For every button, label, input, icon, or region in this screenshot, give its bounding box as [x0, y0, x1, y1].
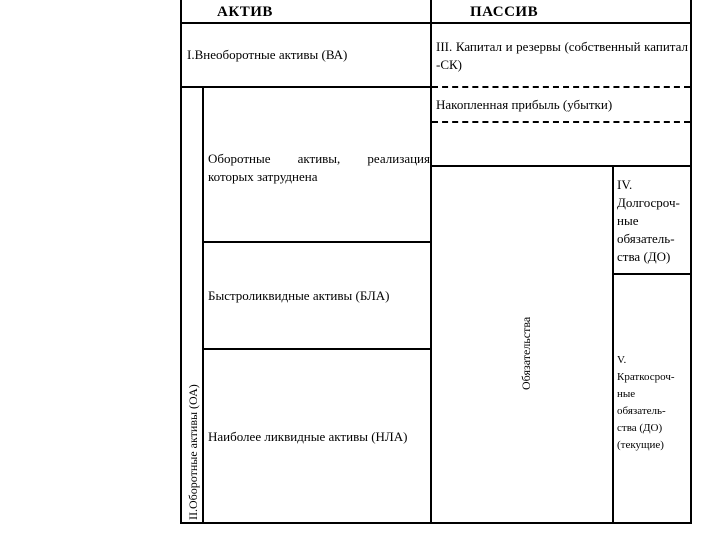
retained-earnings-label: Накопленная прибыль (убытки)	[436, 97, 613, 112]
long-term-line-1: IV.	[617, 177, 633, 192]
short-term-line-4: обязатель-	[617, 405, 666, 417]
hard-to-sell-label: Оборотные активы, реализация которых затруднена	[208, 151, 430, 184]
frame-bottom-line	[180, 522, 692, 524]
short-term-line-3: ные	[617, 388, 636, 400]
oa-vertical-label: II.Оборотные активы (ОА)	[186, 384, 200, 520]
short-term-line-1: V.	[617, 354, 627, 366]
frame-left-line	[180, 0, 182, 88]
equity-label: III. Капитал и резервы (собственный капитал -СК)	[436, 39, 688, 72]
equity-bottom-line	[430, 165, 692, 167]
short-term-line-6: (текущие)	[617, 439, 664, 451]
liabilities-vertical-label: Обязательства	[519, 316, 533, 390]
frame-right-line	[690, 0, 692, 524]
nla-label: Наиболее ликвидные активы (НЛА)	[208, 429, 408, 444]
long-term-line-3: ные	[617, 213, 639, 228]
hard-to-sell-bottom-line	[202, 241, 432, 243]
bla-label: Быстроликвидные активы (БЛА)	[208, 288, 390, 303]
passiv-header: ПАССИВ	[470, 4, 539, 20]
long-term-liabilities-label	[617, 176, 680, 266]
aktiv-header: АКТИВ	[217, 4, 273, 20]
frame-top-line	[180, 22, 692, 24]
liabilities-label-column-line	[612, 165, 614, 524]
va-bottom-line	[180, 86, 432, 88]
short-term-liabilities-label	[617, 352, 675, 454]
short-term-line-2: Краткосроч-	[617, 371, 675, 383]
oa-left-line	[180, 86, 182, 524]
short-term-line-5: ства (ДО)	[617, 422, 663, 434]
oa-inner-line	[202, 86, 204, 524]
aktiv-passiv-divider	[430, 0, 432, 524]
long-term-bottom-line	[612, 273, 692, 275]
retained-dashed-line	[432, 121, 690, 123]
va-label: I.Внеоборотные активы (ВА)	[187, 47, 348, 62]
equity-dashed-line	[432, 86, 690, 88]
long-term-line-5: ства (ДО)	[617, 249, 671, 264]
long-term-line-4: обязатель-	[617, 231, 675, 246]
bla-bottom-line	[202, 348, 432, 350]
long-term-line-2: Долгосроч-	[617, 195, 680, 210]
